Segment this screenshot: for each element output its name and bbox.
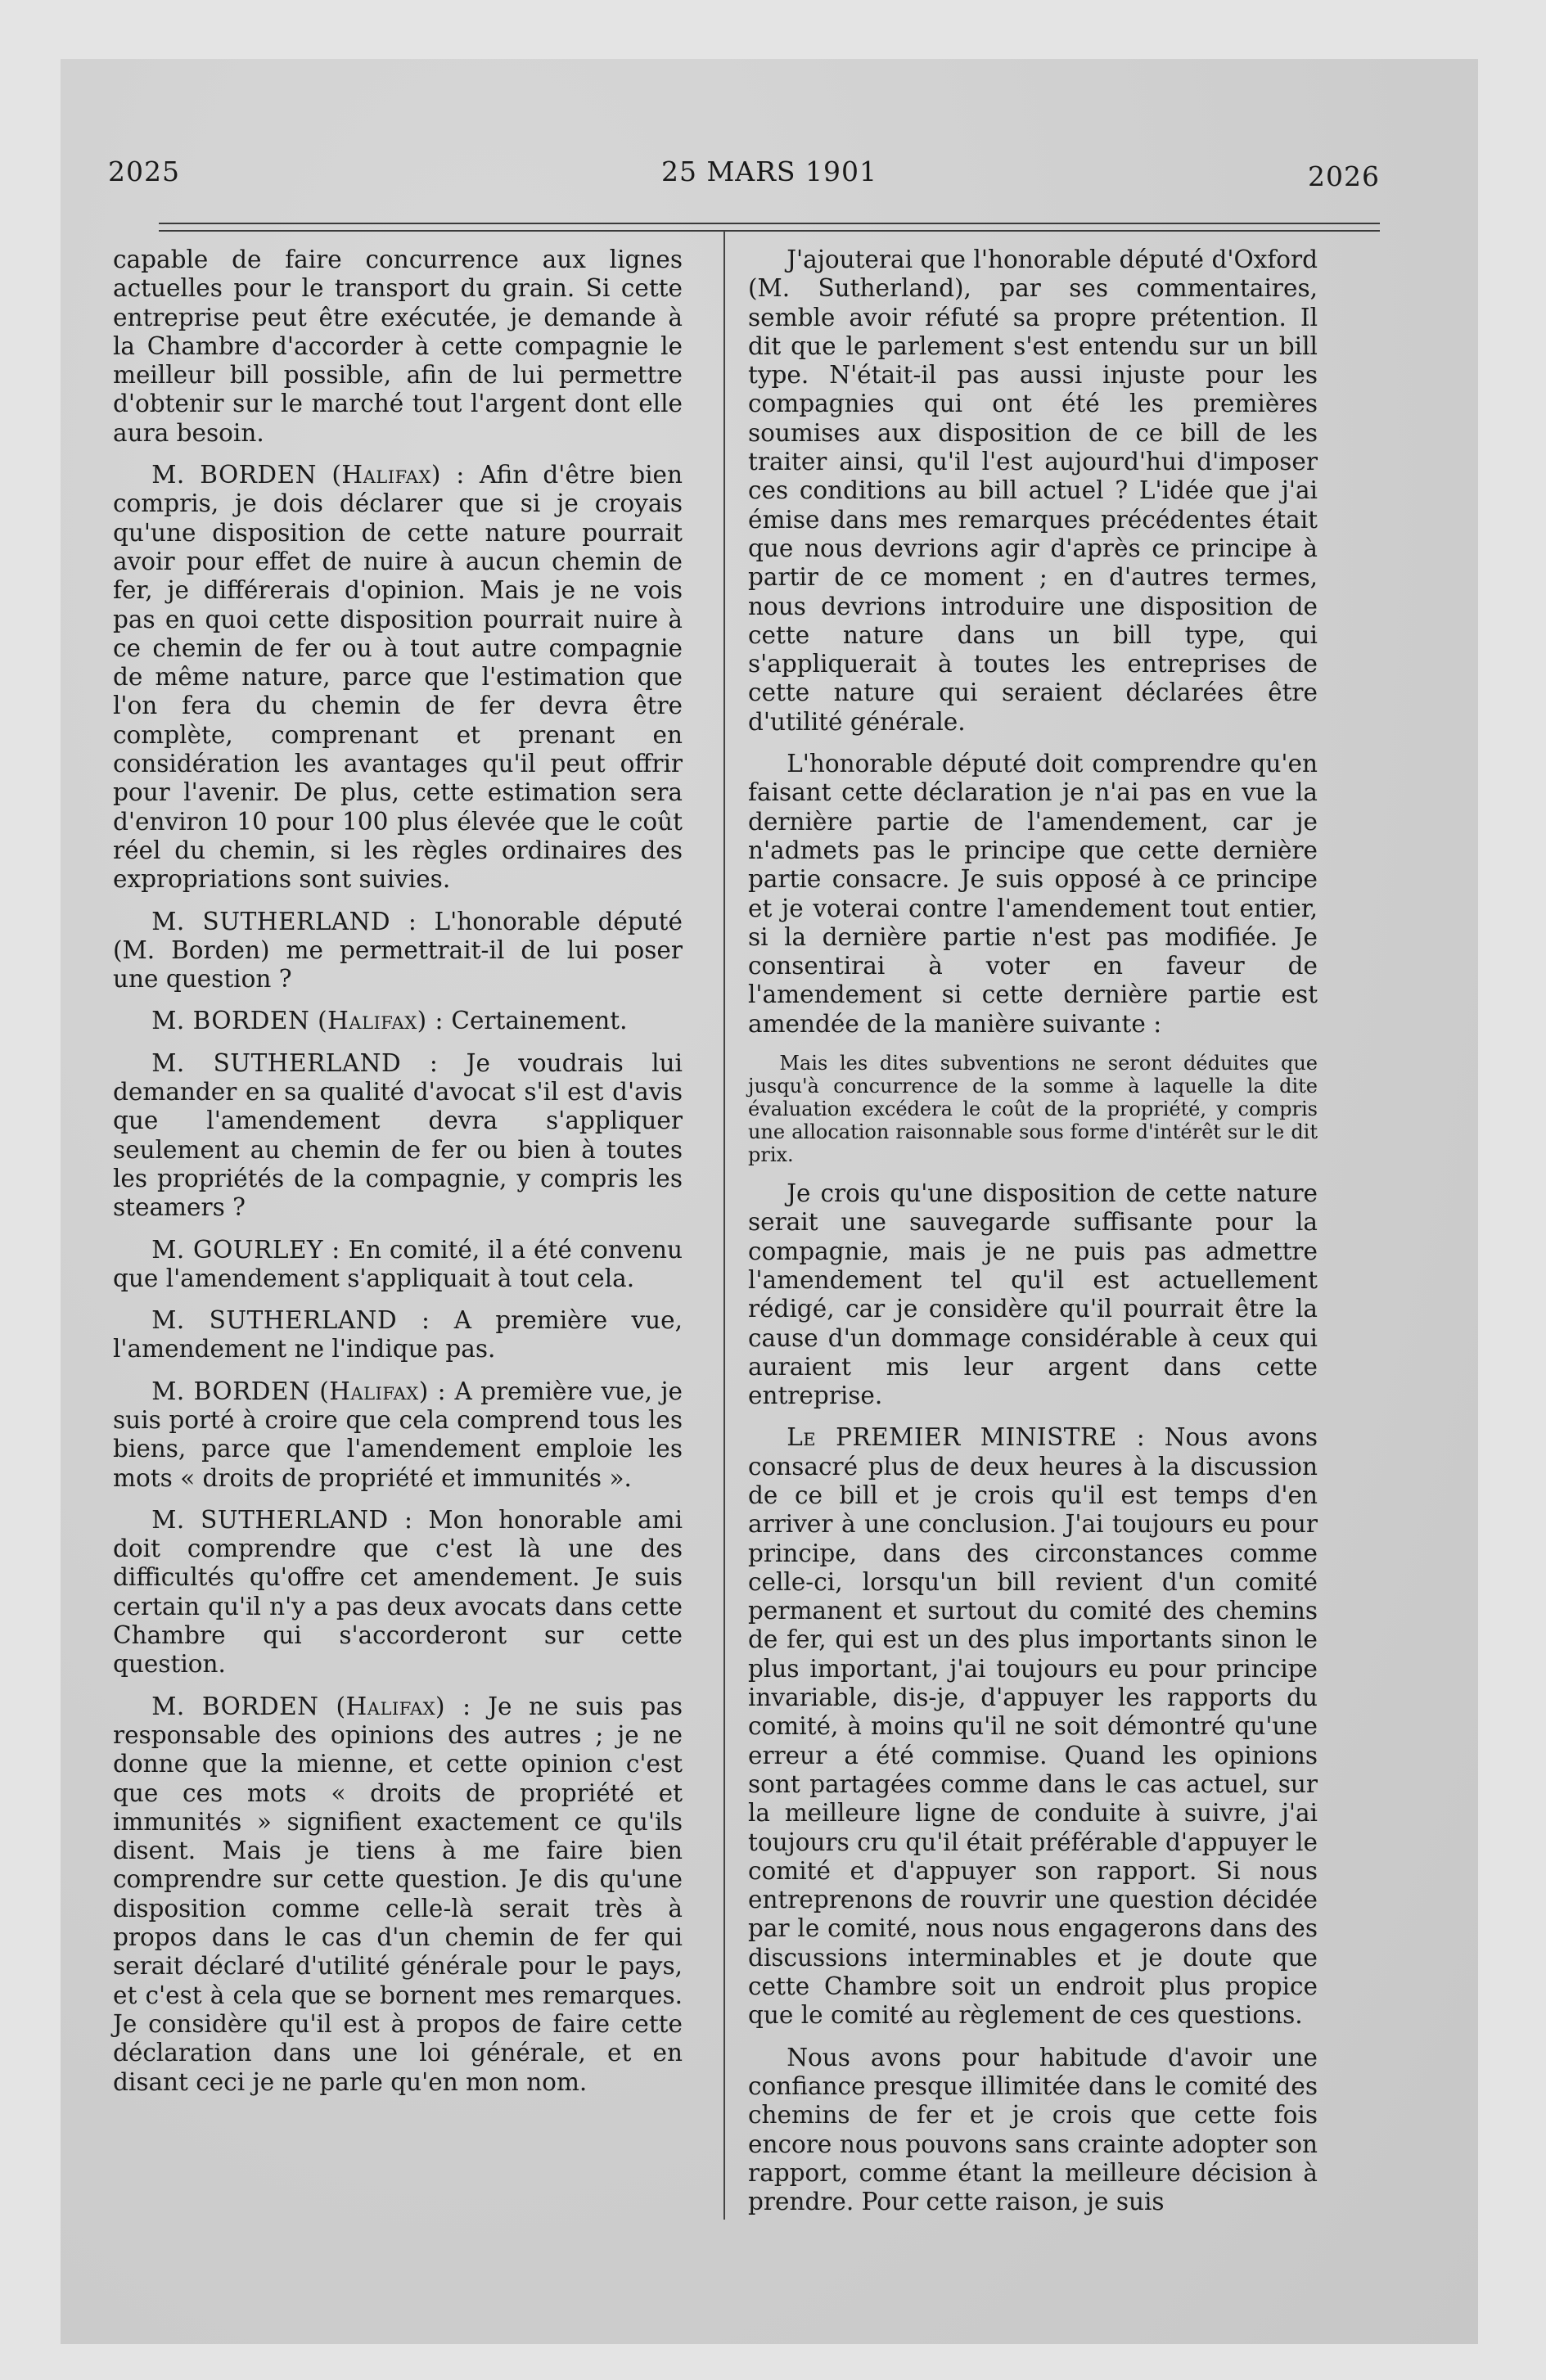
speech-text: Mon honorable ami doit comprendre que c'est là une des difficultés qu'offre cet amendement. Je suis certain qu'il n'y a pas deux avocats dans cette Chambre qui s'accorderont sur cette question. bbox=[113, 1505, 683, 1679]
left-column bbox=[113, 246, 683, 2110]
paragraph bbox=[113, 1007, 683, 1035]
speaker-name: M. SUTHERLAND : bbox=[151, 1048, 439, 1077]
quoted-amendment: Mais les dites subventions ne seront déduites que jusqu'à concurrence de la somme à laquelle la dite évaluation excédera le coût de la propriété, y compris une allocation raisonnable sous forme d'intérêt sur le dit prix. bbox=[748, 1052, 1318, 1167]
speech-text: Afin d'être bien compris, je dois déclarer que si je croyais qu'une disposition de cette nature pourrait avoir pour effet de nuire à aucun chemin de fer, je différerais d'opinion. Mais je ne vois pas en quoi cette disposition pourrait nuire à ce chemin de fer ou à tout autre compagnie de même nature, parce que l'estimation que l'on fera du chemin de fer devra être complète, comprenant et prenant en considération les avantages qu'il peut offrir pour l'avenir. De plus, cette estimation sera d'environ 10 pour 100 plus élevée que le coût réel du chemin, si les règles ordinaires des expropriations sont suivies. bbox=[113, 461, 683, 894]
paragraph bbox=[113, 1236, 683, 1294]
paragraph: Nous avons pour habitude d'avoir une confiance presque illimitée dans le comité des chemins de fer et je crois que cette fois encore nous pouvons sans crainte adopter son rapport, comme étant la meilleure décision à prendre. Pour cette raison, je suis bbox=[748, 2043, 1318, 2216]
paragraph: J'ajouterai que l'honorable député d'Oxford (M. Sutherland), par ses commentaires, semble avoir réfuté sa propre prétention. Il dit que le parlement s'est entendu sur un bill type. N'était-il pas aussi injuste pour les compagnies qui ont été les premières soumises aux disposition de ce bill de les traiter ainsi, qu'il l'est aujourd'hui d'imposer ces conditions au bill actuel ? L'idée que j'ai émise dans mes remarques précédentes était que nous devrions agir d'après ce principe à partir de ce moment ; en d'autres termes, nous devrions introduire une disposition de cette nature dans un bill type, qui s'appliquerait à toutes les entreprises de cette nature qui seraient déclarées être d'utilité générale. bbox=[748, 246, 1318, 736]
paragraph bbox=[113, 461, 683, 894]
speaker-name: M. BORDEN (Halifax) : bbox=[151, 1377, 447, 1405]
speech-text: A première vue, je suis porté à croire que cela comprend tous les biens, parce que l'amendement emploie les mots « droits de propriété et immunités ». bbox=[113, 1377, 683, 1492]
paragraph bbox=[113, 1049, 683, 1223]
speech-text: A première vue, l'amendement ne l'indique pas. bbox=[113, 1306, 683, 1364]
speaker-name: M. BORDEN (Halifax) : bbox=[151, 1692, 471, 1720]
speaker-name: M. SUTHERLAND : bbox=[151, 1505, 413, 1534]
speaker-name: M. GOURLEY : bbox=[151, 1235, 340, 1264]
paragraph: L'honorable député doit comprendre qu'en faisant cette déclaration je n'ai pas en vue la dernière partie de l'amendement, car je n'admets pas le principe que cette dernière partie consacre. Je suis opposé à ce principe et je voterai contre l'amendement tout entier, si la dernière partie n'est pas modifiée. Je consentirai à voter en faveur de l'amendement si cette dernière partie est amendée de la manière suivante : bbox=[748, 750, 1318, 1038]
speech-text: En comité, il a été convenu que l'amendement s'appliquait à tout cela. bbox=[113, 1235, 683, 1292]
column-divider bbox=[723, 231, 725, 2220]
header-rule-top bbox=[159, 223, 1380, 224]
paragraph bbox=[113, 1506, 683, 1679]
header-rule-bottom bbox=[159, 230, 1380, 232]
right-column bbox=[748, 246, 1318, 2229]
speaker-name: M. BORDEN (Halifax) : bbox=[151, 1007, 444, 1035]
speaker-name: M. BORDEN (Halifax) : bbox=[151, 461, 465, 489]
speaker-name: M. SUTHERLAND : bbox=[151, 1306, 430, 1335]
right-page-number: 2026 bbox=[1308, 160, 1380, 192]
paragraph bbox=[113, 908, 683, 994]
paragraph: capable de faire concurrence aux lignes actuelles pour le transport du grain. Si cette entreprise peut être exécutée, je demande à la Chambre d'accorder à cette compagnie le meilleur bill possible, afin de lui permettre d'obtenir sur le marché tout l'argent dont elle aura besoin. bbox=[113, 246, 683, 447]
left-page-number: 2025 bbox=[108, 156, 180, 187]
paragraph: Je crois qu'une disposition de cette nature serait une sauvegarde suffisante pour la compagnie, mais je ne puis pas admettre l'amendement tel qu'il est actuellement rédigé, car je considère qu'il pourrait être la cause d'un dommage considérable à ceux qui auraient mis leur argent dans cette entreprise. bbox=[748, 1179, 1318, 1410]
paragraph bbox=[113, 1693, 683, 2097]
speech-text: Je voudrais lui demander en sa qualité d'avocat s'il est d'avis que l'amendement devra s'appliquer seulement au chemin de fer ou bien à toutes les propriétés de la compagnie, y compris les steamers ? bbox=[113, 1048, 683, 1222]
paragraph bbox=[113, 1377, 683, 1493]
speaker-name: Le PREMIER MINISTRE : bbox=[787, 1423, 1146, 1452]
speech-text: Nous avons consacré plus de deux heures à la discussion de ce bill et je crois qu'il est temps d'en arriver à une conclusion. J'ai toujours eu pour principe, dans des circonstances comme celle-ci, lorsqu'un bill revient d'un comité permanent et surtout du comité des chemins de fer, qui est un des plus importants sinon le plus important, j'ai toujours eu pour principe invariable, dis-je, d'appuyer les rapports du comité, à moins qu'il ne soit démontré qu'une erreur a été commise. Quand les opinions sont partagées comme dans le cas actuel, sur la meilleure ligne de conduite à suivre, j'ai toujours cru qu'il était préférable d'appuyer le comité et d'appuyer son rapport. Si nous entreprenons de rouvrir une question décidée par le comité, nous nous engagerons dans des discussions interminables et je doute que cette Chambre soit un endroit plus propice que le comité au règlement de ces questions. bbox=[748, 1423, 1318, 2030]
paragraph bbox=[748, 1423, 1318, 2030]
speaker-name: M. SUTHERLAND : bbox=[151, 907, 417, 935]
document-page bbox=[61, 59, 1478, 2344]
speech-text: Je ne suis pas responsable des opinions des autres ; je ne donne que la mienne, et cette opinion c'est que ces mots « droits de propriété et immunités » signifient exactement ce qu'ils disent. Mais je tiens à me faire bien comprendre sur cette question. Je dis qu'une disposition comme celle-là serait très à propos dans le cas d'un chemin de fer qui serait déclaré d'utilité générale pour le pays, et c'est à cela que se bornent mes remarques. Je considère qu'il est à propos de faire cette déclaration dans une loi générale, et en disant ceci je ne parle qu'en mon nom. bbox=[113, 1692, 683, 2096]
speech-text: Certainement. bbox=[451, 1007, 628, 1035]
page-date-header: 25 MARS 1901 bbox=[660, 156, 878, 187]
paragraph bbox=[113, 1306, 683, 1364]
speech-text: L'honorable député (M. Borden) me permettrait-il de lui poser une question ? bbox=[113, 907, 683, 994]
